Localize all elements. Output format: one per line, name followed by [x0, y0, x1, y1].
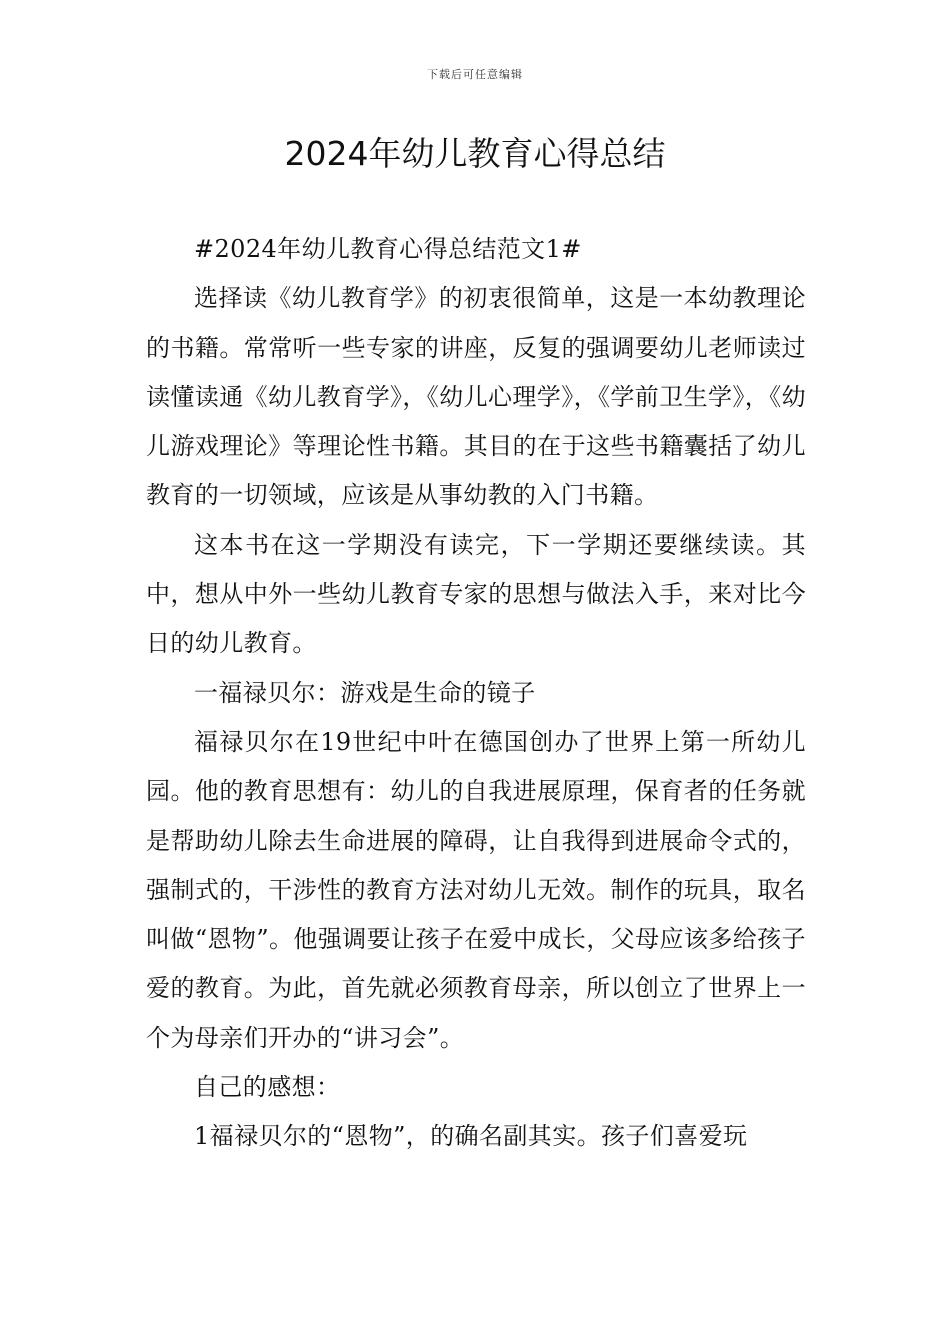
paragraph-reflection-1: 1福禄贝尔的“恩物”，的确名副其实。孩子们喜爱玩	[194, 1122, 748, 1151]
paragraph-section-heading: #2024年幼儿教育心得总结范文1#	[194, 235, 582, 263]
paragraph-froebel-heading: 一福禄贝尔：游戏是生命的镜子	[194, 678, 536, 707]
paragraph-plan: 这本书在这一学期没有读完，下一学期还要继续读。其中，想从中外一些幼儿教育专家的思想与做法入手，来对比今日的幼儿教育。	[146, 530, 806, 658]
document-body	[146, 225, 806, 1162]
header-note: 下载后可任意编辑	[427, 68, 523, 81]
paragraph-reflection-heading: 自己的感想：	[194, 1073, 341, 1102]
document-title: 2024年幼儿教育心得总结	[284, 134, 666, 173]
paragraph-froebel-thought: 福禄贝尔在19世纪中叶在德国创办了世界上第一所幼儿园。他的教育思想有：幼儿的自我进展原理，保育者的任务就是帮助幼儿除去生命进展的障碍，让自我得到进展命令式的，强制式的，干涉性的教育方法对幼儿无效。制作的玩具，取名叫做“恩物”。他强调要让孩子在爱中成长，父母应该多给孩子爱的教育。为此，首先就必须教育母亲，所以创立了世界上一个为母亲们开办的“讲习会”。	[146, 727, 806, 1052]
paragraph-intro: 选择读《幼儿教育学》的初衷很简单，这是一本幼教理论的书籍。常常听一些专家的讲座，反复的强调要幼儿老师读过读懂读通《幼儿教育学》，《幼儿心理学》，《学前卫生学》，《幼儿游戏理论》等理论性书籍。其目的在于这些书籍囊括了幼儿教育的一切领域，应该是从事幼教的入门书籍。	[146, 284, 806, 510]
